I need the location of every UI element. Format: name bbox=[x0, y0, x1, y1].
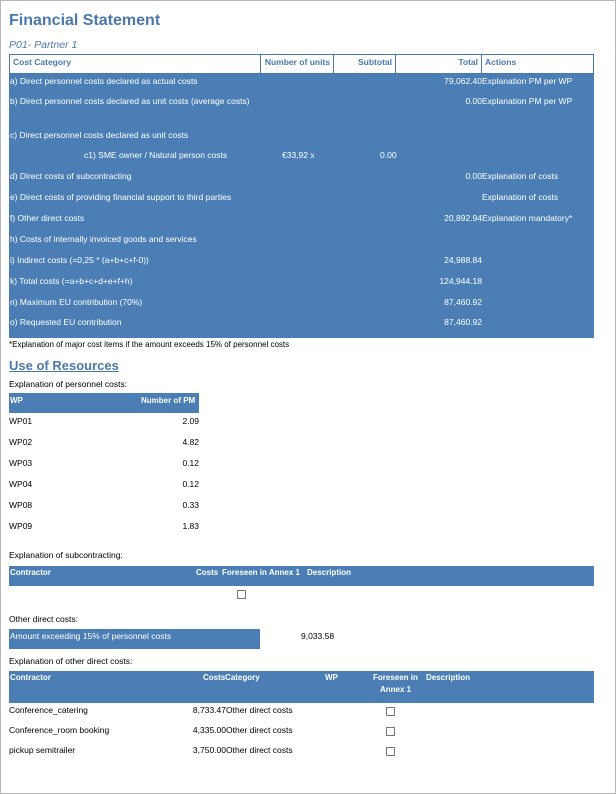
use-of-resources-heading: Use of Resources bbox=[9, 358, 119, 373]
pm-header-number: Number of PM bbox=[141, 396, 196, 405]
odc-row-contractor: Conference_room booking bbox=[9, 725, 110, 735]
odc-header-costs: Costs bbox=[203, 673, 226, 682]
cost-row-total: 124,944.18 bbox=[439, 276, 482, 286]
header-cost-category: Cost Category bbox=[9, 54, 261, 74]
subcontracting-table-header bbox=[9, 566, 594, 586]
odc-row-foreseen-checkbox[interactable] bbox=[386, 727, 395, 736]
pm-row-wp: WP01 bbox=[9, 416, 33, 426]
cost-row-label: a) Direct personnel costs declared as actual costs bbox=[10, 76, 198, 86]
odc-row-foreseen-checkbox[interactable] bbox=[386, 747, 395, 756]
cost-row-action[interactable]: Explanation of costs bbox=[482, 192, 559, 202]
odc-header-foreseen-2: Annex 1 bbox=[380, 685, 412, 694]
pm-row-wp: WP04 bbox=[9, 479, 33, 489]
page-title: Financial Statement bbox=[9, 12, 161, 29]
odc-row-costs: 8,733.47 bbox=[192, 705, 226, 715]
cost-row-label: n) Maximum EU contribution (70%) bbox=[10, 297, 143, 307]
odc-header-foreseen-1: Foreseen in bbox=[373, 673, 418, 682]
cost-row-label: i) Indirect costs (=0,25 * (a+b+c+f-0)) bbox=[10, 255, 149, 265]
odc-row-category: Other direct costs bbox=[226, 705, 293, 715]
odc-row-costs: 4,335.00 bbox=[192, 725, 226, 735]
sub-header-contractor: Contractor bbox=[10, 568, 51, 577]
pm-row-value: 0.12 bbox=[182, 479, 199, 489]
sub-header-foreseen: Foreseen in Annex 1 bbox=[222, 568, 300, 577]
odc-header-description: Description bbox=[426, 673, 471, 682]
cost-row-total: 87,460.92 bbox=[444, 297, 482, 307]
cost-row-total: 79,062.40 bbox=[444, 76, 482, 86]
sub-header-costs: Costs bbox=[196, 568, 219, 577]
pm-header-wp: WP bbox=[10, 396, 23, 405]
cost-row-action[interactable]: Explanation of costs bbox=[482, 171, 559, 181]
header-total: Total bbox=[395, 54, 482, 74]
odc-table-header bbox=[9, 671, 594, 703]
cost-row-subtotal: 0.00 bbox=[380, 150, 397, 160]
odc-header-contractor: Contractor bbox=[10, 673, 51, 682]
cost-row-label: d) Direct costs of subcontracting bbox=[10, 171, 132, 181]
cost-row-total: 0.00 bbox=[465, 171, 482, 181]
cost-row-label: h) Costs of internally invoiced goods and services bbox=[10, 234, 197, 244]
cost-row-action[interactable]: Explanation PM per WP bbox=[482, 96, 573, 106]
header-subtotal: Subtotal bbox=[333, 54, 396, 74]
partner-name: P01- Partner 1 bbox=[9, 39, 78, 51]
pm-row-value: 1.83 bbox=[182, 521, 199, 531]
amount-exceeding-label: Amount exceeding 15% of personnel costs bbox=[10, 631, 172, 641]
cost-row-label: b) Direct personnel costs declared as unit costs (average costs) bbox=[10, 96, 250, 106]
pm-row-value: 0.12 bbox=[182, 458, 199, 468]
odc-row-contractor: Conference_catering bbox=[9, 705, 88, 715]
pm-row-value: 2.09 bbox=[182, 416, 199, 426]
odc-row-category: Other direct costs bbox=[226, 725, 293, 735]
cost-row-label: k) Total costs (=a+b+c+d+e+f+h) bbox=[10, 276, 133, 286]
cost-table-header bbox=[9, 54, 594, 74]
header-number-of-units: Number of units bbox=[260, 54, 334, 74]
cost-row-label: f) Other direct costs bbox=[10, 213, 85, 223]
cost-row-total: 87,460.92 bbox=[444, 317, 482, 327]
cost-row-label: e) Direct costs of providing financial support to third parties bbox=[10, 192, 232, 202]
odc-row-costs: 3,750.00 bbox=[192, 745, 226, 755]
odc-header-wp: WP bbox=[325, 673, 338, 682]
cost-row-label: o) Requested EU contribution bbox=[10, 317, 122, 327]
odc-header-category: Category bbox=[225, 673, 260, 682]
pm-row-wp: WP08 bbox=[9, 500, 33, 510]
sub-header-description: Description bbox=[307, 568, 352, 577]
cost-row-action[interactable]: Explanation mandatory* bbox=[482, 213, 573, 223]
cost-row-total: 20,892.94 bbox=[444, 213, 482, 223]
personnel-costs-label: Explanation of personnel costs: bbox=[9, 379, 128, 389]
cost-row-total: 0.00 bbox=[465, 96, 482, 106]
cost-row-total: 24,988.84 bbox=[444, 255, 482, 265]
cost-row-action[interactable]: Explanation PM per WP bbox=[482, 76, 573, 86]
footnote: *Explanation of major cost items if the amount exceeds 15% of personnel costs bbox=[9, 340, 290, 349]
cost-row-units: €33,92 x bbox=[282, 150, 315, 160]
other-direct-costs-label: Other direct costs: bbox=[9, 614, 78, 624]
subcontracting-label: Explanation of subcontracting: bbox=[9, 550, 123, 560]
pm-row-value: 4.82 bbox=[182, 437, 199, 447]
cost-row-label: c1) SME owner / Natural person costs bbox=[84, 150, 228, 160]
pm-row-wp: WP09 bbox=[9, 521, 33, 531]
pm-row-wp: WP03 bbox=[9, 458, 33, 468]
odc-row-contractor: pickup semitrailer bbox=[9, 745, 76, 755]
cost-row-label: c) Direct personnel costs declared as unit costs bbox=[10, 130, 189, 140]
subcontracting-foreseen-checkbox[interactable] bbox=[237, 590, 246, 599]
header-actions: Actions bbox=[481, 54, 594, 74]
pm-row-value: 0.33 bbox=[182, 500, 199, 510]
odc-row-category: Other direct costs bbox=[226, 745, 293, 755]
pm-row-wp: WP02 bbox=[9, 437, 33, 447]
explanation-other-label: Explanation of other direct costs: bbox=[9, 656, 133, 666]
amount-exceeding-value: 9,033.58 bbox=[301, 631, 335, 641]
odc-row-foreseen-checkbox[interactable] bbox=[386, 707, 395, 716]
